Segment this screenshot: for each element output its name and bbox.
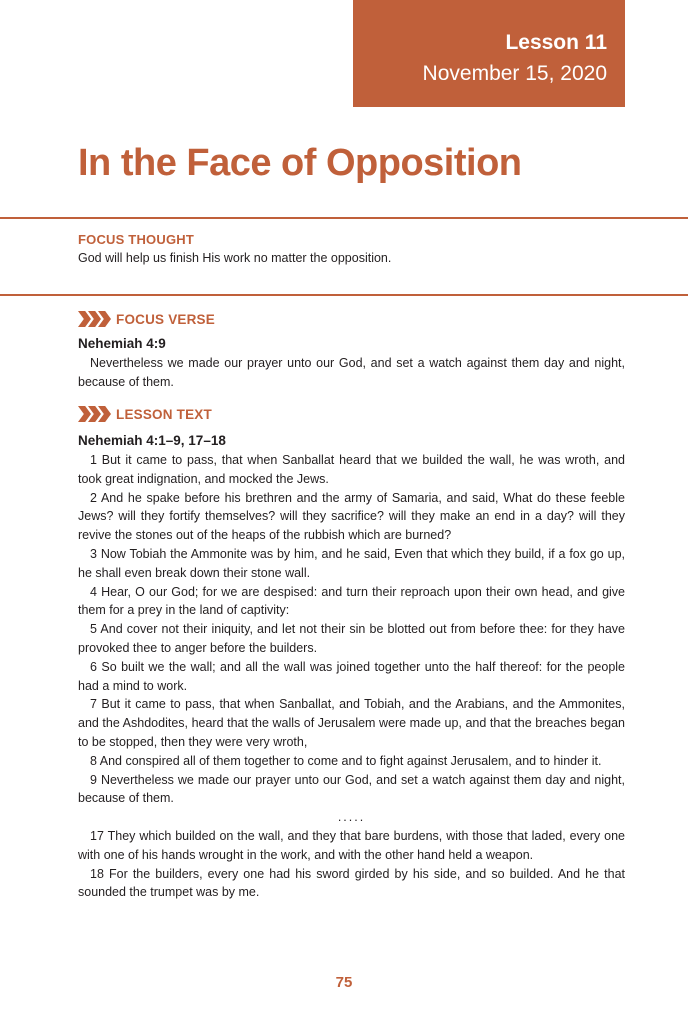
divider-top [0,217,688,219]
lesson-text-block [78,431,625,902]
focus-thought-text: God will help us finish His work no matter the opposition. [78,251,392,265]
lesson-text-heading: LESSON TEXT [116,406,212,422]
verse: 5 And cover not their iniquity, and let not their sin be blotted out from before thee: for they have provoked thee to anger before the builders. [78,622,625,655]
focus-verse-text: Nevertheless we made our prayer unto our God, and set a watch against them day and night, because of them. [78,356,625,389]
triple-chevron-icon [78,406,108,422]
verse: 3 Now Tobiah the Ammonite was by him, and he said, Even that which they build, if a fox go up, he shall even break down their stone wall. [78,546,625,580]
focus-verse-header [78,311,215,327]
verse: 7 But it came to pass, that when Sanballat, and Tobiah, and the Arabians, and the Ammonites, and the Ashdodites, heard that the walls of Jerusalem were made up, and that the breaches began to be stopped, then they were very wroth, [78,697,625,749]
verse-separator: ..... [337,810,366,825]
page-title: In the Face of Opposition [78,142,522,184]
verse: 6 So built we the wall; and all the wall was joined together unto the half thereof: for the people had a mind to work. [78,659,625,693]
divider-bottom [0,294,688,296]
focus-verse-reference: Nehemiah 4:9 [78,336,166,351]
lesson-text-reference: Nehemiah 4:1–9, 17–18 [78,433,226,448]
page-number: 75 [335,974,353,991]
verse: 2 And he spake before his brethren and the army of Samaria, and said, What do these feeble Jews? will they fortify themselves? will they sacrifice? will they make an end in a day? will they revive the stones out of the heaps of the rubbish which are burned? [78,490,625,543]
lesson-number: Lesson 11 [505,31,607,54]
lesson-date: November 15, 2020 [422,62,607,85]
lesson-text-header [78,406,212,422]
focus-verse-block [78,334,625,392]
verse: 8 And conspired all of them together to come and to fight against Jerusalem, and to hinder it. [90,753,602,768]
verse: 18 For the builders, every one had his sword girded by his side, and so builded. And he that sounded the trumpet was by me. [78,866,625,900]
focus-thought-heading: FOCUS THOUGHT [78,232,194,247]
lesson-banner [353,0,625,107]
verse: 17 They which builded on the wall, and they that bare burdens, with those that laded, every one with one of his hands wrought in the work, and with the other hand held a weapon. [78,828,625,862]
verse: 9 Nevertheless we made our prayer unto our God, and set a watch against them day and night, because of them. [78,772,625,806]
verse: 1 But it came to pass, that when Sanballat heard that we builded the wall, he was wroth, and took great indignation, and mocked the Jews. [78,453,625,486]
verse: 4 Hear, O our God; for we are despised: and turn their reproach upon their own head, and give them for a prey in the land of captivity: [78,584,625,618]
focus-verse-heading: FOCUS VERSE [116,311,215,327]
triple-chevron-icon [78,311,108,327]
